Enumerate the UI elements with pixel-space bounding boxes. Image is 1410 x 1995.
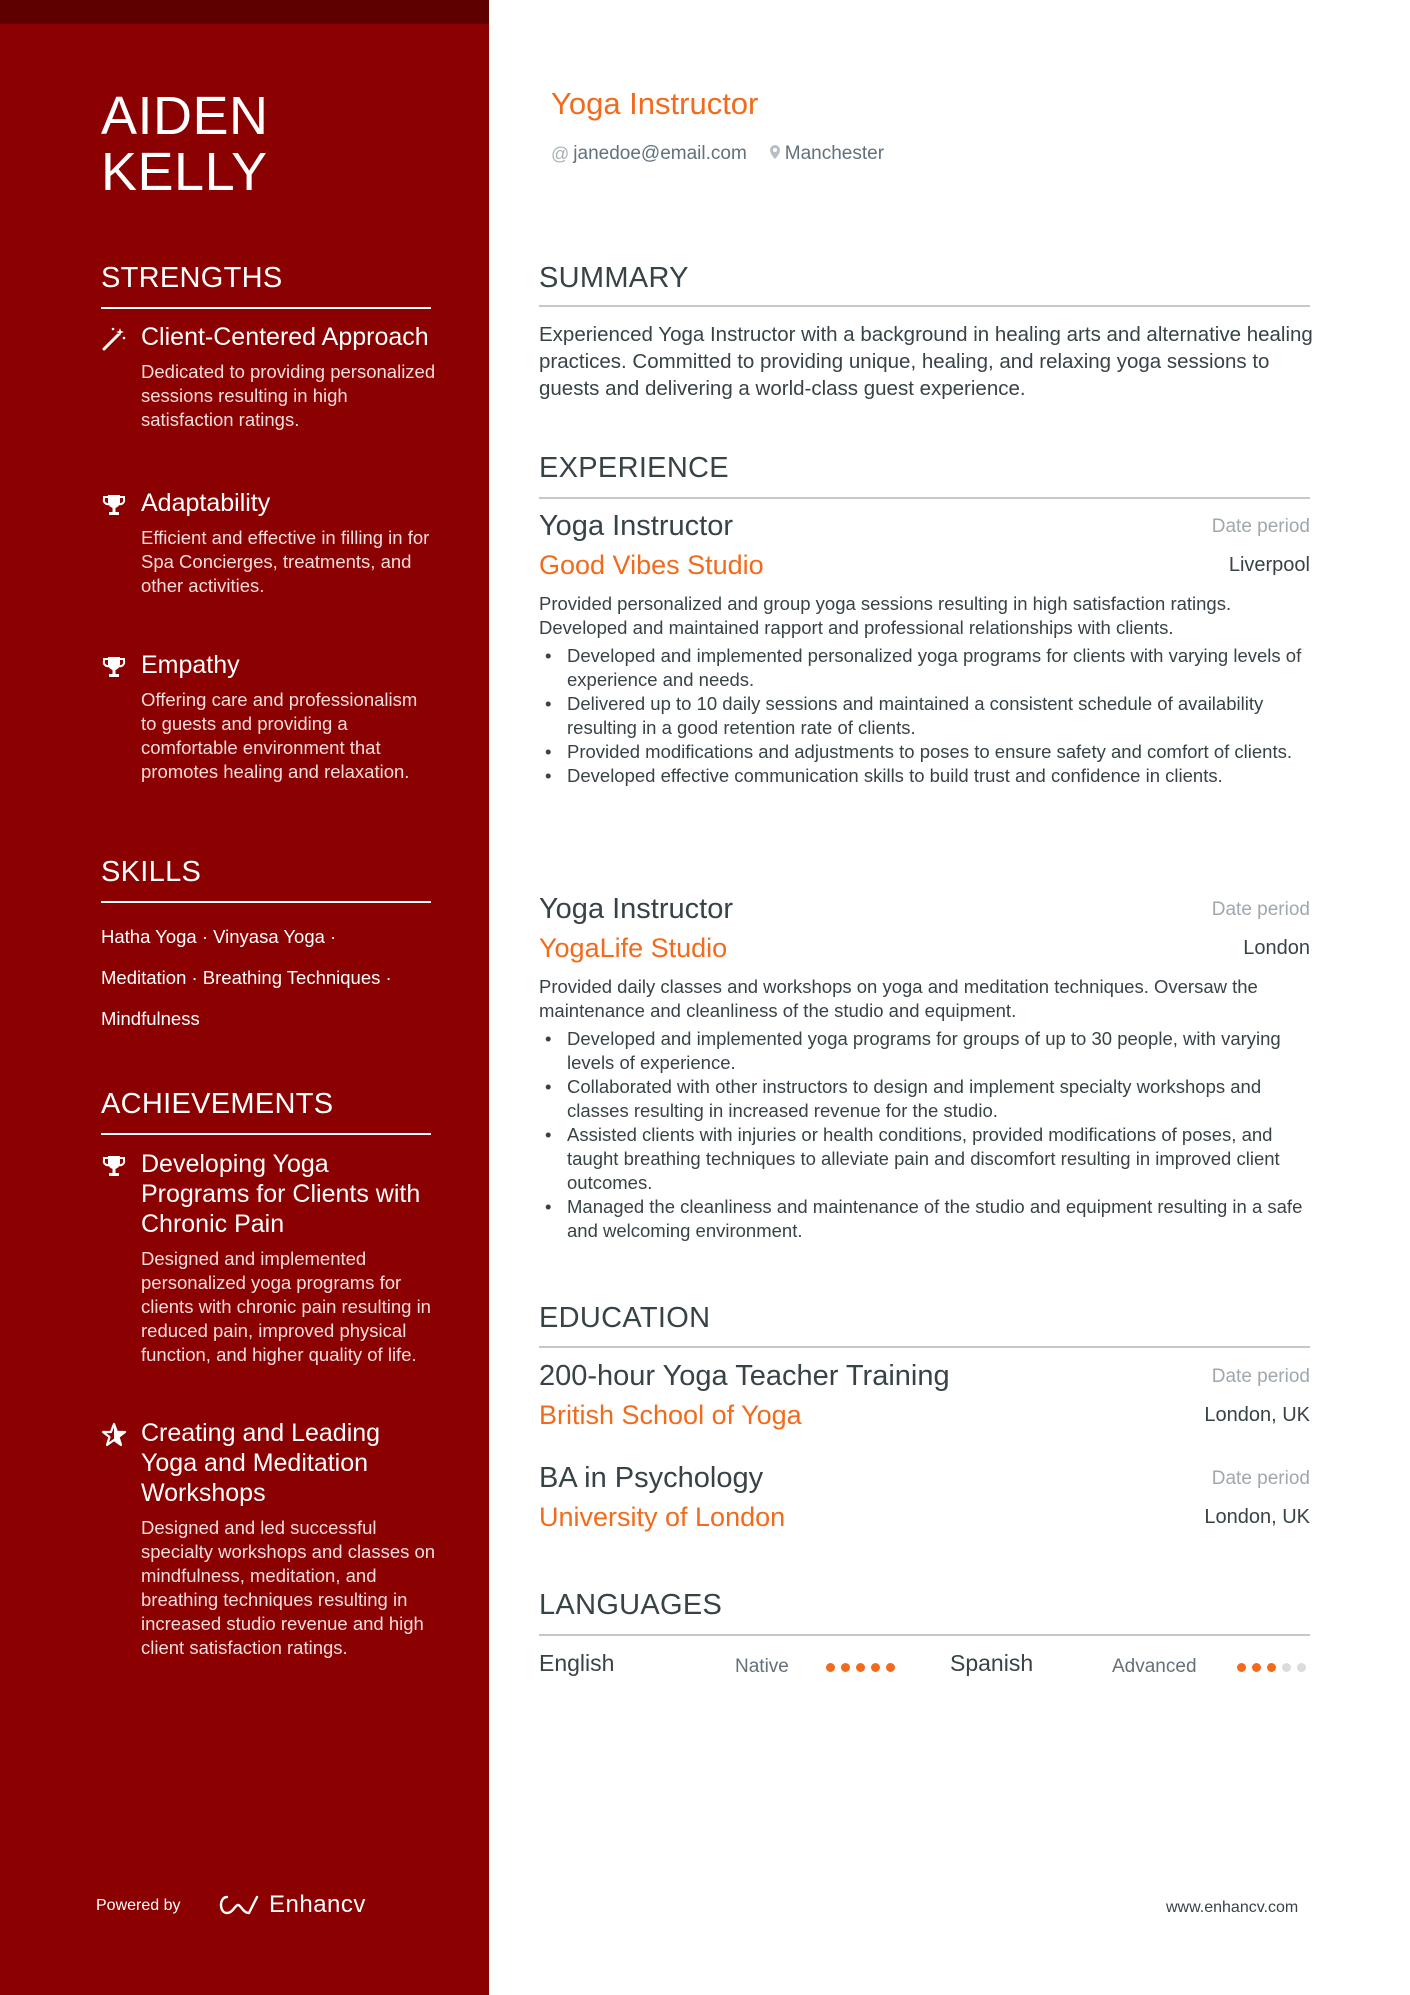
education-title: EDUCATION	[539, 1302, 711, 1334]
bullet-item: • Developed and implemented yoga programs for groups of up to 30 people, with varying levels of experience.	[539, 1027, 1310, 1075]
achievement-item	[101, 1418, 436, 1660]
rating-dot-empty	[1282, 1663, 1291, 1672]
strength-desc: Offering care and professionalism to guests and providing a comfortable environment that promotes healing and relaxation.	[141, 689, 418, 782]
rating-dot-filled	[1267, 1663, 1276, 1672]
rating-dot-empty	[1297, 1663, 1306, 1672]
experience-role: Yoga Instructor	[539, 510, 733, 542]
education-school: University of London	[539, 1502, 786, 1532]
bullet-item: • Developed effective communication skills to build trust and confidence in clients.	[539, 764, 1310, 788]
education-location: London, UK	[1204, 1506, 1310, 1528]
experience-date: Date period	[1211, 516, 1310, 537]
location-text: Manchester	[784, 143, 885, 164]
skills-list	[101, 916, 441, 1039]
achievements-divider	[101, 1133, 431, 1135]
rating-dot-filled	[1252, 1663, 1261, 1672]
last-name: KELLY	[101, 142, 268, 202]
achievements-title: ACHIEVEMENTS	[101, 1088, 334, 1120]
star-icon	[101, 1422, 127, 1448]
contact-location	[769, 143, 884, 165]
strength-desc: Efficient and effective in filling in for Spa Concierges, treatments, and other activities.	[141, 527, 430, 596]
bullet-item: • Assisted clients with injuries or health conditions, provided modifications of poses, and taught breathing techniques to alleviate pain and discomfort resulting in improved client outcomes.	[539, 1123, 1310, 1195]
experience-role: Yoga Instructor	[539, 893, 733, 925]
education-entry	[539, 1462, 1310, 1542]
languages-title: LANGUAGES	[539, 1589, 723, 1621]
experience-company: YogaLife Studio	[539, 933, 728, 963]
strengths-title: STRENGTHS	[101, 262, 283, 294]
bullet-item: • Managed the cleanliness and maintenance of the studio and equipment resulting in a safe and welcoming environment.	[539, 1195, 1310, 1243]
education-divider	[539, 1346, 1310, 1348]
achievement-title: Creating and Leading Yoga and Meditation Workshops	[141, 1419, 381, 1507]
summary-title: SUMMARY	[539, 262, 689, 294]
education-degree: 200-hour Yoga Teacher Training	[539, 1360, 950, 1392]
bullet-item: • Collaborated with other instructors to design and implement specialty workshops and classes resulting in increased revenue for the studio.	[539, 1075, 1310, 1123]
language-level: Advanced	[1112, 1656, 1197, 1677]
main-content	[489, 0, 1410, 1995]
trophy-icon	[101, 492, 127, 518]
rating-dot-filled	[826, 1663, 835, 1672]
magic-wand-icon	[101, 326, 127, 352]
skills-line: Hatha Yoga · Vinyasa Yoga ·	[101, 926, 337, 947]
sidebar-top-bar	[0, 0, 489, 24]
education-date: Date period	[1211, 1366, 1310, 1387]
trophy-icon	[101, 1153, 127, 1179]
rating-dot-filled	[1237, 1663, 1246, 1672]
skills-line: Mindfulness	[101, 1008, 200, 1029]
experience-entry	[539, 893, 1310, 1243]
achievement-item	[101, 1149, 436, 1367]
bullet-item: • Developed and implemented personalized yoga programs for clients with varying levels of experience and needs.	[539, 644, 1310, 692]
trophy-icon	[101, 654, 127, 680]
experience-title: EXPERIENCE	[539, 452, 729, 484]
sidebar	[0, 0, 489, 1995]
location-pin-icon	[769, 144, 781, 165]
skills-title: SKILLS	[101, 856, 202, 888]
skills-divider	[101, 901, 431, 903]
experience-location: London	[1243, 937, 1310, 959]
strengths-divider	[101, 307, 431, 309]
strength-item	[101, 488, 436, 598]
first-name: AIDEN	[101, 86, 269, 146]
strength-item	[101, 322, 436, 432]
education-date: Date period	[1211, 1468, 1310, 1489]
education-entry	[539, 1360, 1310, 1440]
languages-divider	[539, 1634, 1310, 1636]
email-text: janedoe@email.com	[573, 143, 747, 164]
powered-by-text: Powered by	[96, 1897, 181, 1914]
language-level: Native	[735, 1656, 789, 1677]
enhancv-logo-icon	[215, 1893, 261, 1917]
experience-description: Provided daily classes and workshops on yoga and meditation techniques. Oversaw the maintenance and cleanliness of the studio and equipment.	[539, 976, 1258, 1021]
skills-line: Meditation · Breathing Techniques ·	[101, 967, 392, 988]
summary-divider	[539, 305, 1310, 307]
bullet-item: • Delivered up to 10 daily sessions and maintained a consistent schedule of availability resulting in a good retention rate of clients.	[539, 692, 1310, 740]
experience-bullets	[539, 1027, 1310, 1243]
experience-company: Good Vibes Studio	[539, 550, 764, 580]
rating-dot-filled	[886, 1663, 895, 1672]
bullet-item: • Provided modifications and adjustments to poses to ensure safety and comfort of clients.	[539, 740, 1310, 764]
rating-dot-filled	[841, 1663, 850, 1672]
language-name: English	[539, 1650, 615, 1676]
language-rating	[1237, 1663, 1312, 1672]
enhancv-logo[interactable]	[215, 1890, 366, 1920]
education-school: British School of Yoga	[539, 1400, 802, 1430]
strength-item	[101, 650, 436, 784]
candidate-name	[101, 88, 269, 200]
strength-title: Empathy	[141, 651, 240, 679]
summary-text: Experienced Yoga Instructor with a background in healing arts and alternative healing practices. Committed to providing unique, healing, and relaxing yoga sessions to guests and delivering a world-class guest experience.	[539, 323, 1313, 400]
strength-desc: Dedicated to providing personalized sessions resulting in high satisfaction ratings.	[141, 361, 436, 430]
education-location: London, UK	[1204, 1404, 1310, 1426]
website-link[interactable]: www.enhancv.com	[1166, 1899, 1299, 1916]
achievement-desc: Designed and implemented personalized yoga programs for clients with chronic pain resulting in reduced pain, improved physical function, and higher quality of life.	[141, 1248, 431, 1365]
education-degree: BA in Psychology	[539, 1462, 764, 1494]
language-rating	[826, 1663, 901, 1672]
achievement-desc: Designed and led successful specialty workshops and classes on mindfulness, meditation, and breathing techniques resulting in increased studio revenue and high client satisfaction ratings.	[141, 1517, 436, 1658]
experience-entry	[539, 510, 1310, 788]
language-name: Spanish	[950, 1650, 1034, 1676]
header-job-title: Yoga Instructor	[551, 86, 759, 121]
rating-dot-filled	[856, 1663, 865, 1672]
at-icon: @	[551, 143, 570, 164]
contact-email[interactable]	[551, 143, 747, 165]
experience-location: Liverpool	[1228, 554, 1310, 576]
enhancv-brand-text: Enhancv	[269, 1891, 366, 1918]
experience-divider	[539, 497, 1310, 499]
achievement-title: Developing Yoga Programs for Clients with Chronic Pain	[141, 1150, 421, 1238]
experience-date: Date period	[1211, 899, 1310, 920]
languages-row	[539, 1650, 1310, 1684]
experience-bullets	[539, 644, 1310, 788]
strength-title: Adaptability	[141, 489, 271, 517]
strength-title: Client-Centered Approach	[141, 323, 429, 351]
rating-dot-filled	[871, 1663, 880, 1672]
contact-info	[551, 143, 906, 165]
experience-description: Provided personalized and group yoga sessions resulting in high satisfaction ratings. Developed and maintained rapport and professional relationships with clients.	[539, 593, 1232, 638]
